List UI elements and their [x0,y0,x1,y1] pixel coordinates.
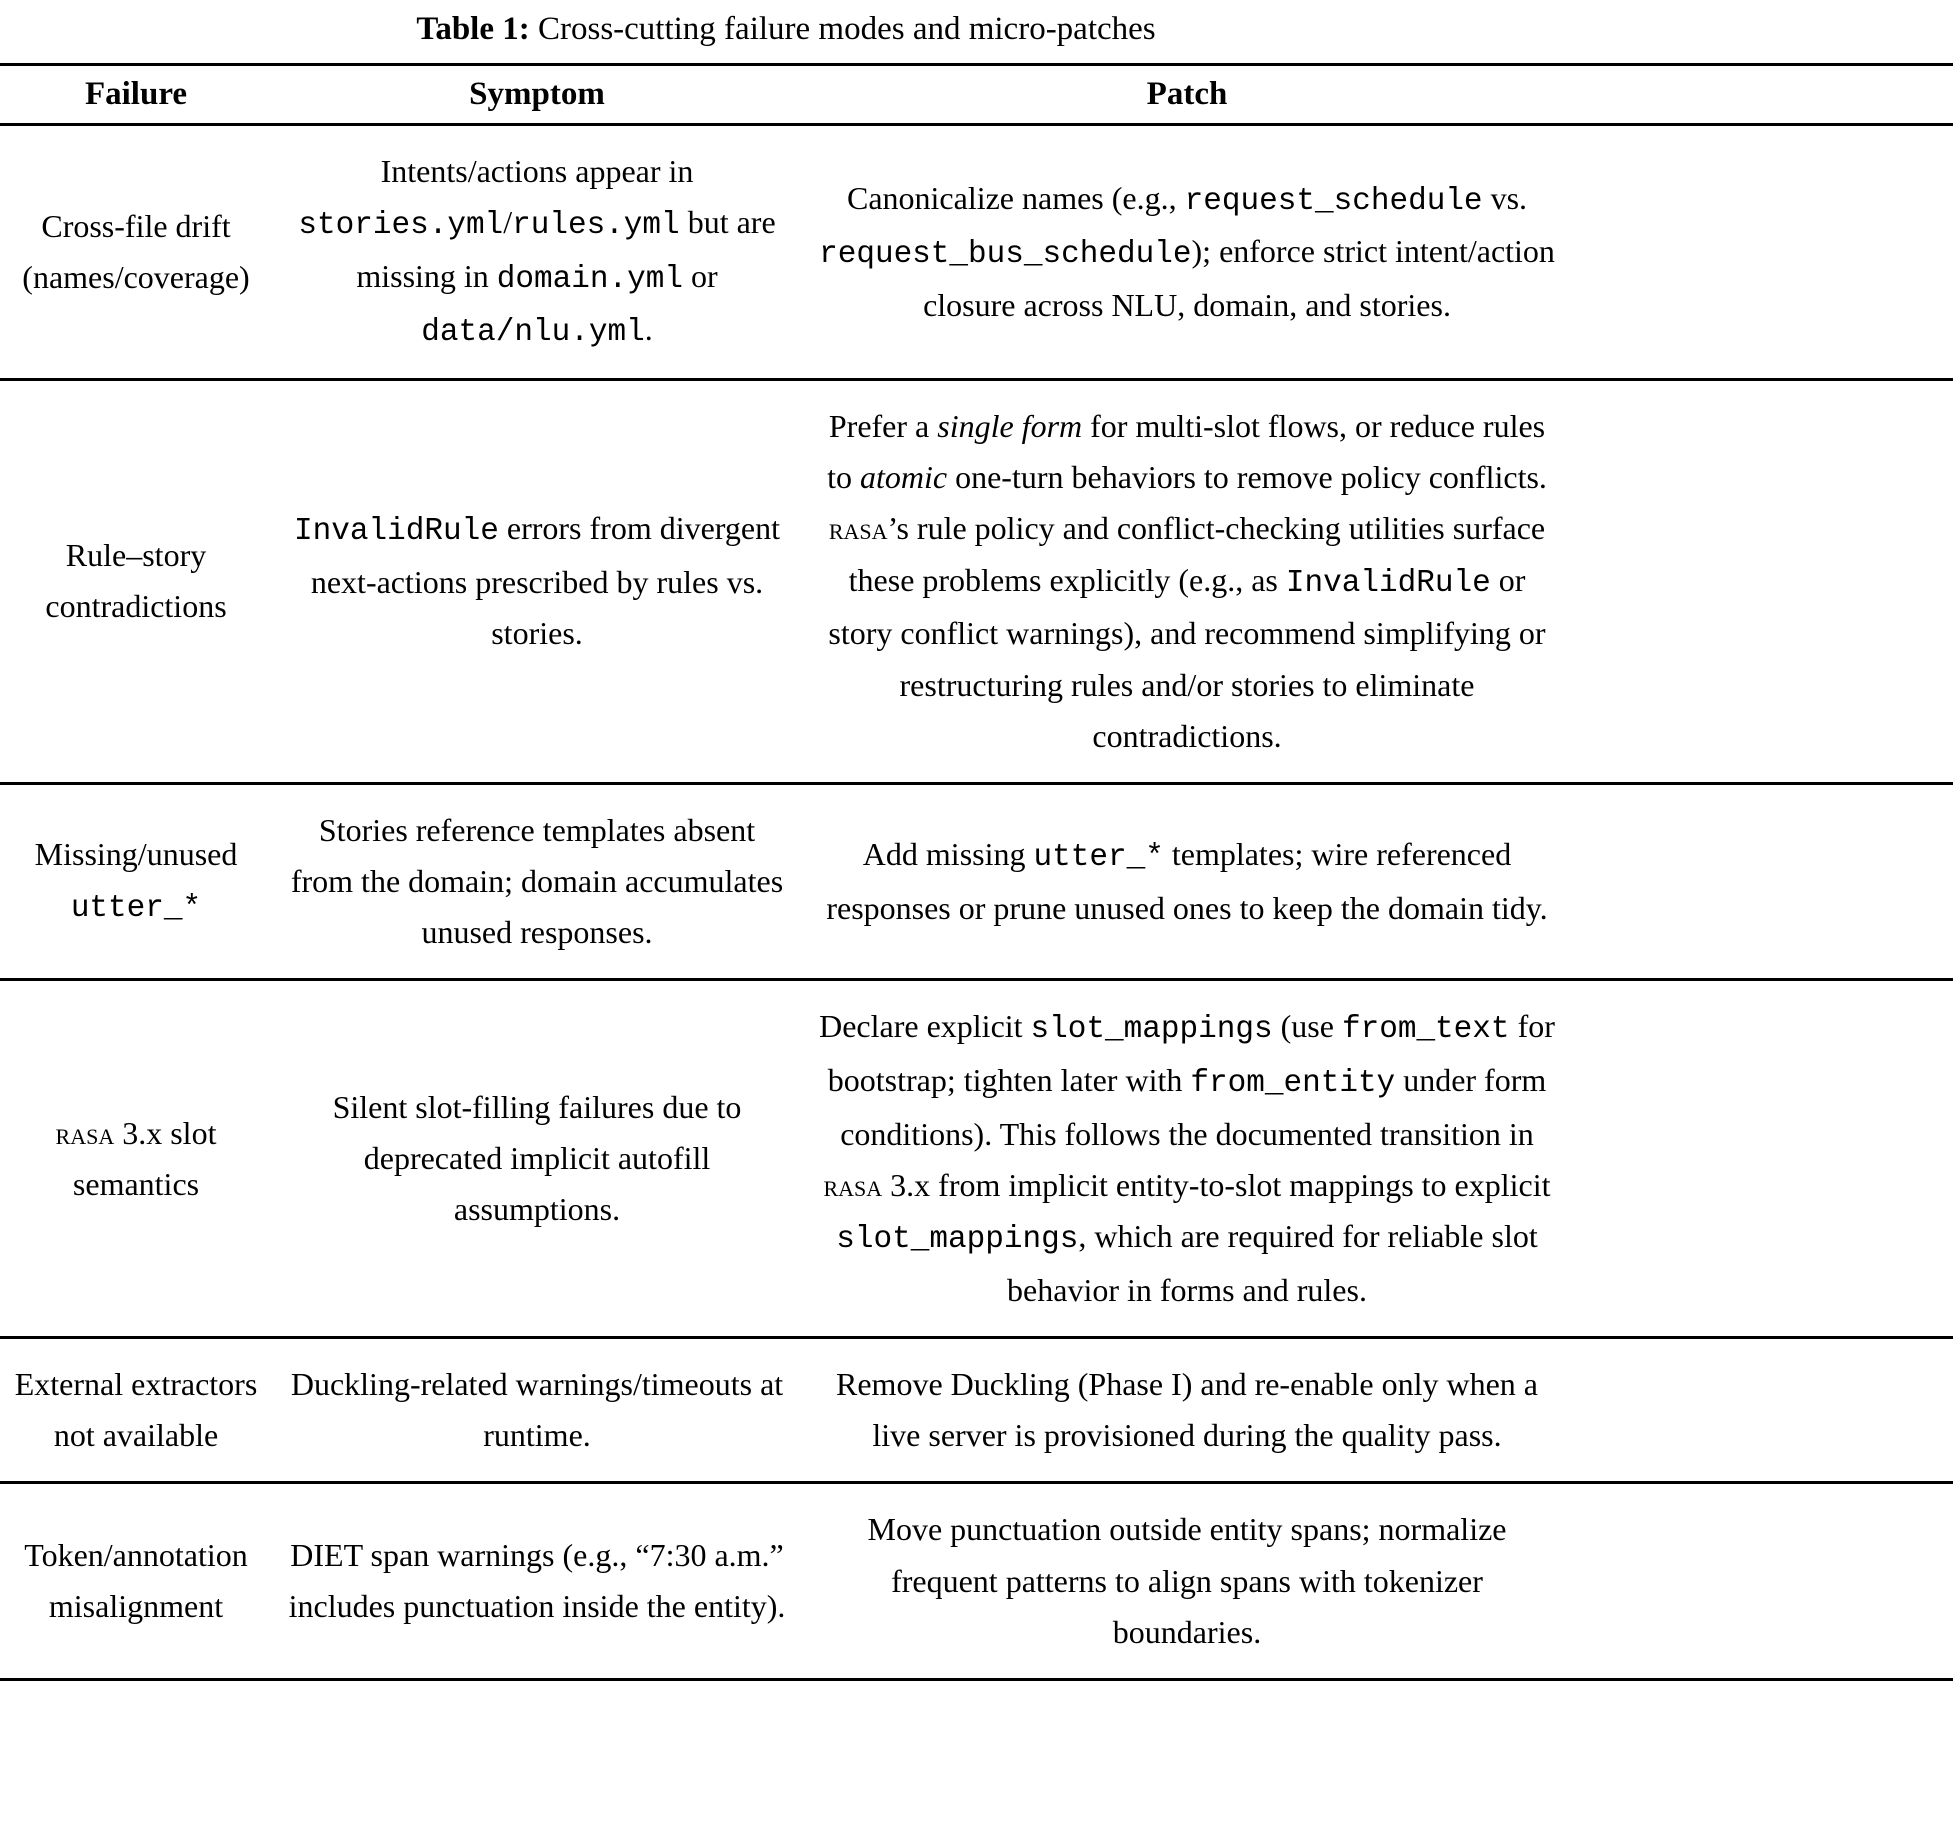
column-header-symptom: Symptom [469,75,605,112]
patch-cell: Declare explicit slot_mappings (use from_text for bootstrap; tighten later with from_entity under form conditions). This follows the documented transition in rasa 3.x from implicit entity-to-slot mappings to explicit slot_mappings, which are required for reliable slot behavior in forms and rules. [819,1008,1555,1308]
column-header-failure: Failure [84,75,188,112]
symptom-cell: Stories reference templates absent from the domain; domain accumulates unused responses. [290,811,784,951]
symptom-cell: Intents/actions appear in stories.yml/rules.yml but are missing in domain.yml or data/nlu.yml. [298,152,776,351]
spacer-cell [1572,1483,1953,1680]
failure-cell: Rule–story contradictions [45,537,227,625]
symptom-cell: Duckling-related warnings/timeouts at runtime. [290,1366,784,1454]
symptom-cell: Silent slot-filling failures due to deprecated implicit autofill assumptions. [332,1088,742,1228]
table-caption-label: Table 1: [416,11,530,47]
table-row-cross-file-drift [0,124,1953,379]
table-row-external-extractors [0,1338,1953,1483]
table-caption-text: Cross-cutting failure modes and micro-patches [529,11,1156,47]
failure-modes-table [0,63,1953,1681]
table-row-rule-story-contradictions [0,380,1953,784]
patch-cell: Canonicalize names (e.g., request_schedule vs. request_bus_schedule); enforce strict intent/action closure across NLU, domain, and stories. [819,179,1555,324]
table-row-token-annotation-misalignment [0,1483,1953,1680]
failure-cell: Missing/unused utter_* [34,836,238,927]
patch-cell: Add missing utter_* templates; wire referenced responses or prune unused ones to keep the domain tidy. [826,836,1548,926]
spacer-cell [1572,1338,1953,1483]
spacer-cell [1572,980,1953,1338]
table-row-rasa-slot-semantics [0,980,1953,1338]
patch-cell: Move punctuation outside entity spans; normalize frequent patterns to align spans with tokenizer boundaries. [867,1511,1507,1650]
column-header-patch: Patch [1146,75,1228,112]
failure-cell: Cross-file drift (names/coverage) [22,207,250,295]
table-caption [0,6,1572,63]
spacer-cell [1572,124,1953,379]
column-header-spacer [1572,64,1953,124]
table-header-row [0,64,1953,124]
symptom-cell: DIET span warnings (e.g., “7:30 a.m.” includes punctuation inside the entity). [288,1537,786,1625]
failure-cell: rasa 3.x slot semantics [55,1114,217,1202]
failure-cell: Token/annotation misalignment [24,1537,248,1625]
symptom-cell: InvalidRule errors from divergent next-actions prescribed by rules vs. stories. [294,510,780,652]
spacer-cell [1572,783,1953,980]
failure-cell: External extractors not available [14,1366,258,1454]
spacer-cell [1572,380,1953,784]
patch-cell: Prefer a single form for multi-slot flows, or reduce rules to atomic one-turn behaviors to remove policy conflicts. rasa’s rule policy and conflict-checking utilities surface these problems explicitly (e.g., as InvalidRule or story conflict warnings), and recommend simplifying or restructuring rules and/or stories to eliminate contradictions. [827,408,1547,754]
table-row-missing-unused-utter [0,783,1953,980]
patch-cell: Remove Duckling (Phase I) and re-enable only when a live server is provisioned during the quality pass. [836,1366,1538,1454]
